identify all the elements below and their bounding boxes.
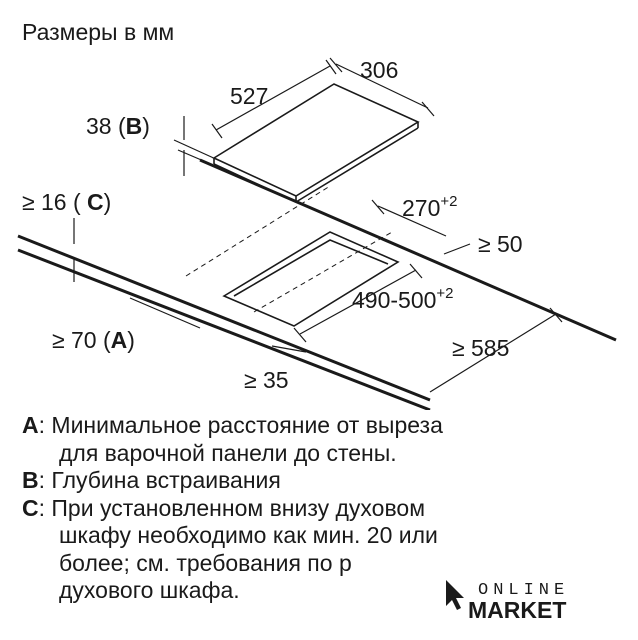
legend-item-b (22, 467, 582, 495)
logo-line-2: MARKET (468, 597, 567, 623)
dim-depth: 306 (360, 57, 399, 83)
dim-gap: ≥ 16 ( C) (22, 189, 112, 215)
legend-key-c: C (22, 494, 39, 521)
legend-text-b-1: : Глубина встраивания (38, 467, 281, 493)
dim-side-min: ≥ 35 (244, 367, 289, 393)
legend-text-c-3: более; см. требования по р (59, 549, 352, 576)
legend-item-c (22, 495, 582, 523)
legend-text-c-4: духового шкафа. (59, 577, 240, 603)
dim-width: 527 (230, 83, 269, 109)
legend-text-c-2: шкафу необходимо как мин. 20 или (59, 522, 438, 548)
legend-text-c-1: : При установленном внизу духовом (38, 494, 426, 521)
legend-text-a-1: : Минимальное расстояние от выреза (38, 412, 443, 438)
dim-back-min: ≥ 50 (478, 231, 523, 257)
legend-key-b: B (22, 467, 39, 493)
onlinemarket-logo (444, 576, 604, 624)
logo-line-1: ONLINE (478, 581, 570, 600)
legend-item-a (22, 412, 582, 440)
legend-text-a-2: для варочной панели до стены. (59, 439, 397, 466)
dim-front-min: ≥ 585 (452, 335, 510, 361)
units-header: Размеры в мм (22, 19, 175, 45)
legend-key-a: A (22, 412, 39, 438)
lower-worktop (18, 236, 430, 410)
dim-wall: ≥ 70 (A) (52, 327, 135, 353)
dim-cut-width: $490-500^{+2}$ (352, 285, 454, 313)
dim-50-line (444, 244, 470, 254)
dim-cut-depth: $270^{+2}$ (402, 193, 458, 221)
dim-height: 38 (B) (86, 113, 150, 139)
dim-70-line (130, 298, 200, 328)
dim-38-arrows (174, 116, 218, 176)
